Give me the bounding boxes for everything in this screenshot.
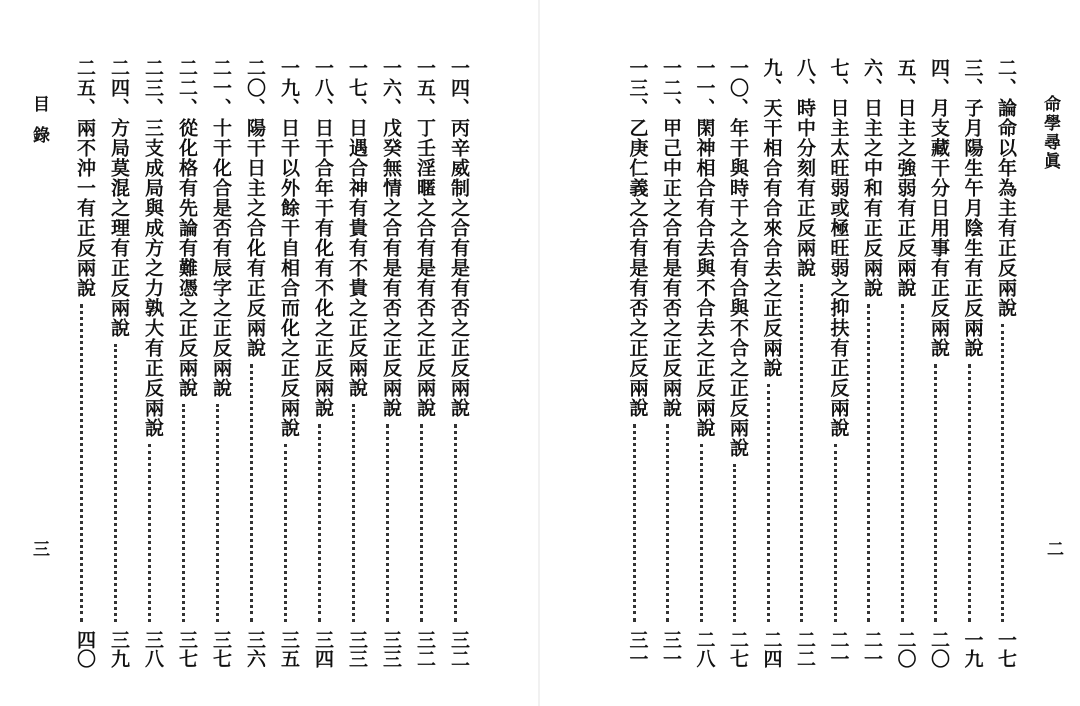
dot-leader (633, 424, 636, 622)
dot-leader (250, 364, 253, 622)
toc-entry (136, 58, 162, 706)
entry-title: 二、論命以年為主有正反兩說 (995, 58, 1017, 318)
toc-entry (755, 58, 781, 706)
entry-page-number: 一七 (995, 630, 1017, 668)
right-page (540, 0, 1080, 706)
entry-page-number: 三二 (448, 630, 470, 668)
entry-page-number: 二七 (727, 630, 749, 668)
dot-leader (148, 444, 151, 622)
toc-entry (272, 58, 298, 706)
entry-page-number: 三六 (244, 630, 266, 668)
entry-title: 一二、甲己中正之合有是有否之正反兩說 (660, 58, 682, 418)
toc-entry (889, 58, 915, 706)
entry-title: 一五、丁壬淫暱之合有是有否之正反兩說 (414, 58, 436, 418)
entry-page-number: 三二 (414, 630, 436, 668)
entry-title: 二四、方局莫混之理有正反兩說 (108, 58, 130, 338)
entry-page-number: 二八 (693, 630, 716, 668)
entry-page-number: 二〇 (894, 630, 917, 668)
entry-title: 九、天干相合有合來合去之正反兩說 (760, 58, 783, 378)
entry-title: 六、日主之中和有正反兩說 (861, 58, 883, 298)
toc-entry (204, 58, 230, 706)
entry-page-number: 三八 (142, 630, 164, 668)
toc-entry (855, 58, 881, 706)
section-label: 目錄 (29, 95, 49, 157)
toc-entry (340, 58, 366, 706)
dot-leader (80, 304, 83, 622)
toc-entry (621, 58, 647, 706)
toc-entry (956, 58, 982, 706)
dot-leader (666, 424, 669, 622)
dot-leader (182, 404, 185, 622)
dot-leader (386, 424, 389, 622)
entry-title: 四、月支藏干分日用事有正反兩說 (928, 58, 950, 358)
toc-entry (68, 58, 94, 706)
entry-title: 七、日主太旺弱或極旺弱之抑扶有正反兩說 (827, 58, 850, 438)
dot-leader (968, 364, 971, 622)
entry-page-number: 一九 (961, 630, 984, 668)
toc-entry (822, 58, 848, 706)
entry-title: 一一、閑神相合有合去與不合去之正反兩說 (693, 58, 716, 438)
toc-entry (654, 58, 680, 706)
entry-title: 一七、日遇合神有貴有不貴之正反兩說 (346, 58, 368, 398)
dot-leader (1001, 324, 1004, 622)
entry-page-number: 三五 (278, 630, 300, 668)
entry-page-number: 四〇 (74, 630, 96, 668)
page-number: 二 (1043, 540, 1063, 557)
entry-title: 一九、日干以外餘干自相合而化之正反兩說 (278, 58, 300, 438)
toc-entry (688, 58, 714, 706)
entry-title: 二二、從化格有先論有難憑之正反兩說 (176, 58, 198, 398)
book-title: 命學尋眞 (1040, 95, 1060, 171)
toc-entry (922, 58, 948, 706)
entry-page-number: 三三 (346, 630, 368, 668)
page-number: 三 (29, 540, 49, 557)
dot-leader (901, 304, 904, 622)
entry-page-number: 三三 (380, 630, 402, 668)
entry-page-number: 三九 (108, 630, 130, 668)
entry-page-number: 三七 (210, 630, 232, 668)
toc-entry (788, 58, 814, 706)
dot-leader (934, 364, 937, 622)
entry-title: 二五、兩不沖一有正反兩說 (74, 58, 96, 298)
toc-entry (408, 58, 434, 706)
entry-page-number: 二二 (794, 630, 816, 668)
toc-entry (374, 58, 400, 706)
toc-entry (989, 58, 1015, 706)
entry-page-number: 三一 (660, 630, 682, 668)
dot-leader (733, 464, 736, 622)
toc-entry (442, 58, 468, 706)
toc-entry (238, 58, 264, 706)
entry-title: 二〇、陽干日主之合化有正反兩說 (244, 58, 266, 358)
dot-leader (800, 284, 803, 622)
entry-title: 一六、戊癸無情之合有是有否之正反兩說 (380, 58, 402, 418)
entry-title: 一四、丙辛威制之合有是有否之正反兩說 (448, 58, 470, 418)
dot-leader (834, 444, 837, 622)
entry-page-number: 二四 (760, 630, 783, 668)
dot-leader (318, 424, 321, 622)
dot-leader (114, 344, 117, 622)
entry-page-number: 二〇 (928, 630, 950, 668)
entry-title: 一三、乙庚仁義之合有是有否之正反兩說 (626, 58, 649, 418)
entry-title: 一〇、年干與時干之合有合與不合之正反兩說 (727, 58, 749, 458)
dot-leader (216, 404, 219, 622)
toc-entry (102, 58, 128, 706)
toc-entry (306, 58, 332, 706)
entry-title: 五、日主之強弱有正反兩說 (894, 58, 917, 298)
entry-page-number: 二一 (861, 630, 883, 668)
dot-leader (352, 404, 355, 622)
entry-title: 三、子月陽生午月陰生有正反兩說 (961, 58, 984, 358)
entry-page-number: 三七 (176, 630, 198, 668)
entry-page-number: 二一 (827, 630, 850, 668)
dot-leader (454, 424, 457, 622)
dot-leader (700, 444, 703, 622)
dot-leader (284, 444, 287, 622)
dot-leader (867, 304, 870, 622)
dot-leader (767, 384, 770, 622)
entry-page-number: 三四 (312, 630, 334, 668)
toc-entry (170, 58, 196, 706)
entry-page-number: 三一 (626, 630, 649, 668)
entry-title: 二三、三支成局與成方之力孰大有正反兩說 (142, 58, 164, 438)
entry-title: 八、時中分刻有正反兩說 (794, 58, 816, 278)
dot-leader (420, 424, 423, 622)
entry-title: 二一、十干化合是否有辰字之正反兩說 (210, 58, 232, 398)
toc-entry (721, 58, 747, 706)
entry-title: 一八、日干合年干有化有不化之正反兩說 (312, 58, 334, 418)
